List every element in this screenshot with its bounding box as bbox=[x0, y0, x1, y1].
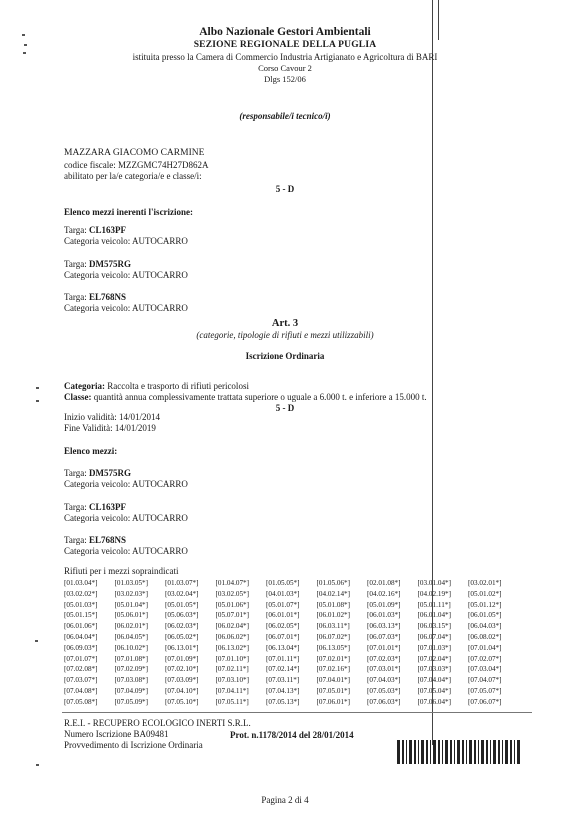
barcode-bar bbox=[510, 740, 512, 764]
vehicle-category: Categoria veicolo: AUTOCARRO bbox=[64, 236, 188, 246]
barcode-bar bbox=[517, 740, 520, 764]
waste-code: [06.05.02*] bbox=[165, 632, 199, 641]
vehicle-category: Categoria veicolo: AUTOCARRO bbox=[64, 479, 188, 489]
waste-code: [07.01.10*] bbox=[215, 654, 250, 663]
waste-code: [07.01.09*] bbox=[165, 654, 199, 663]
waste-code: [07.05.07*] bbox=[468, 686, 502, 695]
waste-code: [06.02.04*] bbox=[215, 622, 250, 631]
regional-section: SEZIONE REGIONALE DELLA PUGLIA bbox=[193, 40, 377, 50]
codes-row bbox=[64, 600, 534, 611]
barcode-bar bbox=[478, 740, 479, 764]
waste-code: [01.05.06*] bbox=[316, 579, 351, 587]
protocol-number: Prot. n.1178/2014 del 28/01/2014 bbox=[230, 730, 354, 740]
vehicle-entry bbox=[64, 535, 188, 557]
waste-code: [05.01.04*] bbox=[114, 600, 149, 609]
barcode-bar bbox=[505, 740, 508, 764]
waste-code: [07.06.07*] bbox=[468, 697, 502, 706]
waste-code: [06.10.02*] bbox=[114, 643, 149, 652]
waste-code: [06.01.06*] bbox=[64, 622, 98, 631]
codes-row bbox=[64, 664, 534, 675]
waste-code: [06.04.05*] bbox=[114, 632, 149, 641]
waste-code: [07.04.10*] bbox=[165, 686, 199, 695]
codes-row bbox=[64, 621, 534, 632]
targa-label: Targa: bbox=[64, 468, 87, 478]
categoria-code: 5 - D bbox=[275, 403, 295, 413]
waste-code: [06.04.03*] bbox=[468, 622, 502, 631]
waste-code: [01.03.04*] bbox=[64, 579, 98, 587]
vehicle-entry bbox=[64, 259, 188, 281]
barcode-bar bbox=[409, 740, 412, 764]
barcode-bar bbox=[454, 740, 455, 764]
page-number: Pagina 2 di 4 bbox=[261, 795, 309, 805]
waste-code: [07.05.08*] bbox=[64, 697, 98, 706]
barcode-bar bbox=[457, 740, 460, 764]
company-name: R.E.I. - RECUPERO ECOLOGICO INERTI S.R.L. bbox=[64, 718, 251, 728]
codes-row bbox=[64, 686, 534, 697]
categoria-value: Raccolta e trasporto di rifiuti pericolosi bbox=[107, 381, 249, 391]
barcode-bar bbox=[406, 740, 407, 764]
barcode bbox=[397, 740, 520, 764]
waste-code: [04.02.19*] bbox=[417, 589, 452, 598]
waste-code: [06.07.02*] bbox=[316, 632, 351, 641]
rifiuti-heading: Rifiuti per i mezzi sopraindicati bbox=[64, 566, 179, 576]
targa-value: DM575RG bbox=[88, 468, 131, 478]
classe-line bbox=[64, 392, 427, 403]
waste-code: [06.06.02*] bbox=[215, 632, 250, 641]
scan-mark bbox=[35, 640, 38, 642]
scan-mark bbox=[36, 764, 39, 766]
waste-code: [05.01.03*] bbox=[64, 600, 98, 609]
vehicle-entry bbox=[64, 225, 188, 247]
barcode-bar bbox=[426, 740, 428, 764]
classe-value: quantità annua complessivamente trattata superiore o uguale a 6.000 t. e inferiore a 15.000 t. bbox=[93, 392, 427, 402]
waste-code: [07.02.08*] bbox=[64, 665, 98, 674]
waste-code: [07.01.07*] bbox=[64, 654, 98, 663]
article-title: Art. 3 bbox=[271, 318, 299, 329]
waste-code: [06.03.11*] bbox=[316, 622, 350, 631]
waste-code: [07.03.09*] bbox=[165, 676, 199, 685]
classe-label: Classe: bbox=[64, 392, 92, 402]
waste-code: [07.05.10*] bbox=[165, 697, 199, 706]
waste-code: [06.07.01*] bbox=[266, 632, 300, 641]
numero-iscrizione: Numero Iscrizione BA09481 bbox=[64, 729, 169, 739]
address-line: Corso Cavour 2 bbox=[258, 63, 312, 73]
waste-code: [05.01.02*] bbox=[468, 589, 502, 598]
waste-code: [07.01.01*] bbox=[367, 643, 401, 652]
waste-code: [07.04.03*] bbox=[367, 676, 401, 685]
elenco-mezzi-iscrizione-heading: Elenco mezzi inerenti l'iscrizione: bbox=[64, 207, 194, 217]
waste-code: [07.04.13*] bbox=[266, 686, 300, 695]
waste-code: [07.05.04*] bbox=[417, 686, 452, 695]
waste-code: [06.03.13*] bbox=[367, 622, 401, 631]
waste-code: [07.04.09*] bbox=[114, 686, 149, 695]
barcode-bar bbox=[469, 740, 472, 764]
rifiuti-codes-table bbox=[64, 578, 534, 708]
codes-row bbox=[64, 578, 534, 589]
waste-code: [07.02.07*] bbox=[468, 654, 502, 663]
codice-fiscale: codice fiscale: MZZGMC74H27D862A bbox=[64, 160, 209, 170]
barcode-bar bbox=[514, 740, 515, 764]
waste-code: [06.03.15*] bbox=[417, 622, 452, 631]
waste-code: [06.02.03*] bbox=[165, 622, 199, 631]
waste-code: [07.03.07*] bbox=[64, 676, 98, 685]
waste-code: [06.01.03*] bbox=[367, 611, 401, 620]
waste-code: [04.02.16*] bbox=[367, 589, 401, 598]
waste-code: [07.04.11*] bbox=[215, 686, 249, 695]
vehicle-category: Categoria veicolo: AUTOCARRO bbox=[64, 303, 188, 313]
vehicle-category: Categoria veicolo: AUTOCARRO bbox=[64, 513, 188, 523]
waste-code: [06.01.05*] bbox=[468, 611, 502, 620]
barcode-bar bbox=[414, 740, 416, 764]
waste-code: [07.04.08*] bbox=[64, 686, 98, 695]
iscrizione-type: Iscrizione Ordinaria bbox=[245, 351, 325, 361]
waste-code: [03.02.04*] bbox=[165, 589, 199, 598]
waste-code: [06.13.01*] bbox=[165, 643, 199, 652]
barcode-bar bbox=[502, 740, 503, 764]
waste-code: [05.01.09*] bbox=[367, 600, 401, 609]
targa-value: EL768NS bbox=[88, 292, 126, 302]
waste-code: [07.03.08*] bbox=[114, 676, 149, 685]
waste-code: [07.02.11*] bbox=[215, 665, 249, 674]
elenco-mezzi-heading: Elenco mezzi: bbox=[64, 446, 118, 456]
responsabile-heading: (responsabile/i tecnico/i) bbox=[239, 111, 331, 121]
responsabile-name: MAZZARA GIACOMO CARMINE bbox=[64, 148, 205, 158]
provvedimento-text: Provvedimento di Iscrizione Ordinaria bbox=[64, 740, 203, 750]
waste-code: [07.01.03*] bbox=[417, 643, 452, 652]
waste-code: [05.01.06*] bbox=[215, 600, 250, 609]
barcode-bar bbox=[445, 740, 448, 764]
divider bbox=[62, 712, 532, 713]
waste-code: [06.04.04*] bbox=[64, 632, 98, 641]
barcode-bar bbox=[433, 740, 436, 764]
waste-code: [01.03.05*] bbox=[114, 579, 149, 587]
waste-code: [06.13.05*] bbox=[316, 643, 351, 652]
waste-code: [06.08.02*] bbox=[468, 632, 502, 641]
waste-code: [07.06.03*] bbox=[367, 697, 401, 706]
codes-row bbox=[64, 643, 534, 654]
waste-code: [03.02.03*] bbox=[114, 589, 149, 598]
waste-code: [06.07.04*] bbox=[417, 632, 452, 641]
targa-label: Targa: bbox=[64, 225, 87, 235]
targa-value: DM575RG bbox=[88, 259, 131, 269]
waste-code: [07.01.04*] bbox=[468, 643, 502, 652]
waste-code: [05.06.03*] bbox=[165, 611, 199, 620]
waste-code: [07.02.09*] bbox=[114, 665, 149, 674]
waste-code: [07.06.04*] bbox=[417, 697, 452, 706]
barcode-graphic bbox=[397, 740, 520, 764]
waste-code: [07.02.16*] bbox=[316, 665, 351, 674]
vehicle-category: Categoria veicolo: AUTOCARRO bbox=[64, 270, 188, 280]
codes-row bbox=[64, 589, 534, 600]
waste-code: [06.13.04*] bbox=[266, 643, 300, 652]
registry-title: Albo Nazionale Gestori Ambientali bbox=[199, 26, 371, 38]
waste-code: [07.03.04*] bbox=[468, 665, 502, 674]
abilitato-text: abilitato per la/e categoria/e e classe/i: bbox=[64, 171, 202, 181]
barcode-bar bbox=[493, 740, 496, 764]
waste-code: [06.01.04*] bbox=[417, 611, 452, 620]
law-reference: Dlgs 152/06 bbox=[264, 74, 306, 84]
waste-code: [07.02.03*] bbox=[367, 654, 401, 663]
waste-code: [07.02.14*] bbox=[266, 665, 300, 674]
waste-code: [07.01.11*] bbox=[266, 654, 300, 663]
waste-code: [01.05.05*] bbox=[266, 579, 300, 587]
waste-code: [05.01.07*] bbox=[266, 600, 300, 609]
waste-code: [06.09.03*] bbox=[64, 643, 98, 652]
waste-code: [07.05.11*] bbox=[215, 697, 249, 706]
waste-code: [06.07.03*] bbox=[367, 632, 401, 641]
waste-code: [07.02.01*] bbox=[316, 654, 351, 663]
waste-code: [05.01.05*] bbox=[165, 600, 199, 609]
barcode-bar bbox=[442, 740, 443, 764]
waste-code: [06.01.01*] bbox=[266, 611, 300, 620]
waste-code: [07.02.04*] bbox=[417, 654, 452, 663]
inizio-validita: Inizio validità: 14/01/2014 bbox=[64, 412, 160, 422]
barcode-bar bbox=[430, 740, 431, 764]
codes-row bbox=[64, 610, 534, 621]
barcode-bar bbox=[490, 740, 491, 764]
waste-code: [05.01.12*] bbox=[468, 600, 502, 609]
waste-code: [06.02.01*] bbox=[114, 622, 149, 631]
institution-line: istituita presso la Camera di Commercio Industria Artigianato e Agricoltura di BARI bbox=[132, 52, 438, 62]
waste-code: [07.05.03*] bbox=[367, 686, 401, 695]
waste-code: [02.01.08*] bbox=[367, 579, 401, 587]
waste-code: [03.02.02*] bbox=[64, 589, 98, 598]
waste-code: [04.02.14*] bbox=[316, 589, 351, 598]
codes-row bbox=[64, 632, 534, 643]
targa-value: CL163PF bbox=[88, 225, 126, 235]
waste-code: [05.06.01*] bbox=[114, 611, 149, 620]
waste-code: [06.13.02*] bbox=[215, 643, 250, 652]
vehicle-entry bbox=[64, 502, 188, 524]
waste-code: [07.02.10*] bbox=[165, 665, 199, 674]
targa-value: EL768NS bbox=[88, 535, 126, 545]
waste-code: [07.03.11*] bbox=[266, 676, 300, 685]
responsabile-categoria: 5 - D bbox=[275, 184, 295, 194]
barcode-bar bbox=[466, 740, 467, 764]
targa-label: Targa: bbox=[64, 535, 87, 545]
waste-code: [03.02.05*] bbox=[215, 589, 250, 598]
codes-row bbox=[64, 675, 534, 686]
barcode-bar bbox=[486, 740, 488, 764]
waste-code: [06.02.05*] bbox=[266, 622, 300, 631]
scan-mark bbox=[36, 387, 39, 389]
barcode-bar bbox=[402, 740, 404, 764]
categoria-label: Categoria: bbox=[64, 381, 105, 391]
waste-code: [03.02.01*] bbox=[468, 579, 502, 587]
targa-label: Targa: bbox=[64, 292, 87, 302]
waste-code: [07.05.13*] bbox=[266, 697, 300, 706]
barcode-bar bbox=[450, 740, 452, 764]
targa-label: Targa: bbox=[64, 259, 87, 269]
waste-code: [07.03.03*] bbox=[417, 665, 452, 674]
waste-code: [07.04.01*] bbox=[316, 676, 351, 685]
codes-row bbox=[64, 697, 534, 708]
waste-code: [07.04.04*] bbox=[417, 676, 452, 685]
waste-code: [07.03.10*] bbox=[215, 676, 250, 685]
waste-code: [05.01.11*] bbox=[417, 600, 451, 609]
waste-code: [01.03.07*] bbox=[165, 579, 199, 587]
waste-code: [07.05.01*] bbox=[316, 686, 351, 695]
waste-code: [04.01.03*] bbox=[266, 589, 300, 598]
waste-code: [07.06.01*] bbox=[316, 697, 351, 706]
waste-code: [05.01.15*] bbox=[64, 611, 98, 620]
vehicle-entry bbox=[64, 292, 188, 314]
waste-code: [05.01.08*] bbox=[316, 600, 351, 609]
categoria-line bbox=[64, 381, 249, 392]
scan-mark bbox=[36, 400, 39, 402]
waste-code: [07.01.08*] bbox=[114, 654, 149, 663]
fine-validita: Fine Validità: 14/01/2019 bbox=[64, 423, 156, 433]
vehicle-entry bbox=[64, 468, 188, 490]
waste-code: [06.01.02*] bbox=[316, 611, 351, 620]
article-subtitle: (categorie, tipologie di rifiuti e mezzi utilizzabili) bbox=[196, 330, 374, 340]
codes-row bbox=[64, 654, 534, 665]
waste-code: [07.03.01*] bbox=[367, 665, 401, 674]
barcode-bar bbox=[474, 740, 476, 764]
barcode-bar bbox=[421, 740, 424, 764]
waste-code: [03.01.04*] bbox=[417, 579, 452, 587]
waste-code: [07.04.07*] bbox=[468, 676, 502, 685]
barcode-bar bbox=[462, 740, 464, 764]
waste-code: [01.04.07*] bbox=[215, 579, 250, 587]
barcode-bar bbox=[418, 740, 419, 764]
vehicle-category: Categoria veicolo: AUTOCARRO bbox=[64, 546, 188, 556]
waste-code: [05.07.01*] bbox=[215, 611, 250, 620]
waste-code: [07.05.09*] bbox=[114, 697, 149, 706]
barcode-bar bbox=[438, 740, 440, 764]
targa-value: CL163PF bbox=[88, 502, 126, 512]
barcode-bar bbox=[397, 740, 400, 764]
targa-label: Targa: bbox=[64, 502, 87, 512]
barcode-bar bbox=[498, 740, 500, 764]
barcode-bar bbox=[481, 740, 484, 764]
